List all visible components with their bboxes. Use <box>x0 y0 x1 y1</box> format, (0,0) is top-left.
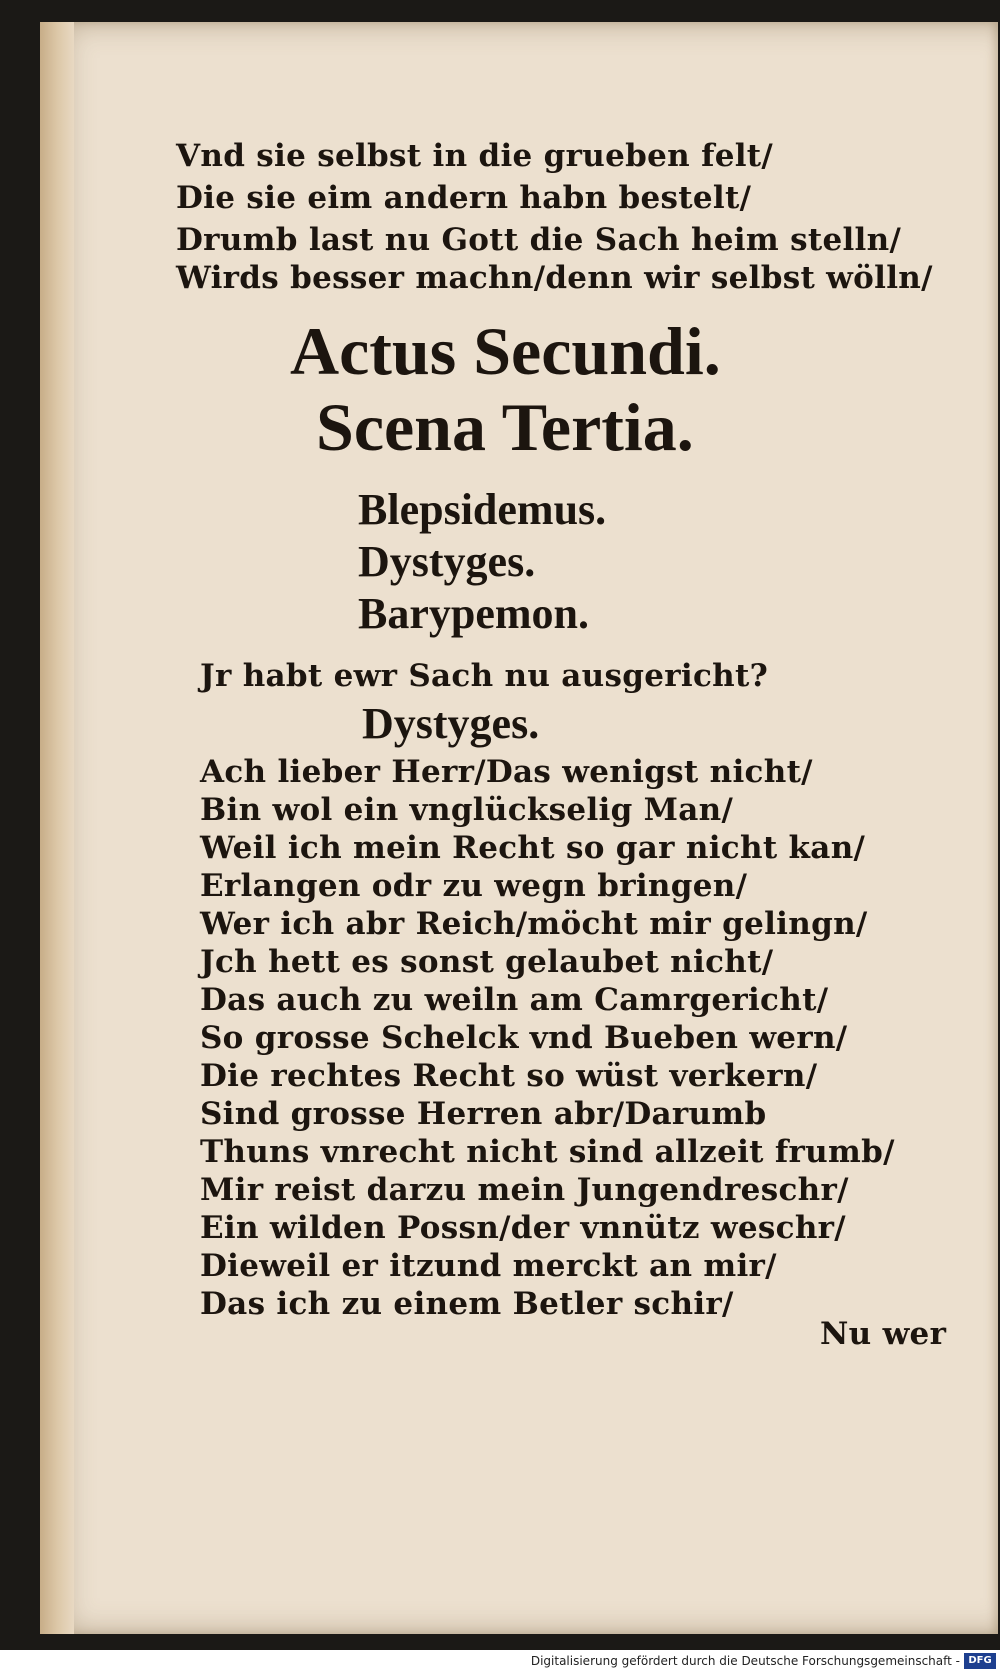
speech-line: Das ich zu einem Betler schir/ <box>200 1286 734 1322</box>
opening-line: Jr habt ewr Sach nu ausgericht? <box>200 658 769 694</box>
speech-line: Ach lieber Herr/Das wenigst nicht/ <box>200 754 813 790</box>
speech-line: Ein wilden Possn/der vnnütz weschr/ <box>200 1210 846 1246</box>
funding-credit: Digitalisierung gefördert durch die Deutsche Forschungsgemeinschaft - <box>530 1654 960 1668</box>
speech-line: Wer ich abr Reich/möcht mir gelingn/ <box>200 906 868 942</box>
speech-line: Erlangen odr zu wegn bringen/ <box>200 868 748 904</box>
verse-line: Wirds besser machn/denn wir selbst wölln/ <box>176 260 933 296</box>
speech-line: Bin wol ein vnglückselig Man/ <box>200 792 734 828</box>
footer-bar <box>0 1650 1000 1676</box>
verse-line: Drumb last nu Gott die Sach heim stelln/ <box>176 222 902 258</box>
speech-line: Jch hett es sonst gelaubet nicht/ <box>200 944 774 980</box>
page-gutter <box>40 22 74 1634</box>
speaker-name: Dystyges. <box>362 699 540 748</box>
speech-line: Thuns vnrecht nicht sind allzeit frumb/ <box>200 1134 895 1170</box>
character-name: Blepsidemus. <box>358 485 607 534</box>
speech-line: Die rechtes Recht so wüst verkern/ <box>200 1058 818 1094</box>
speech-line: Dieweil er itzund merckt an mir/ <box>200 1248 777 1284</box>
act-heading: Actus Secundi. <box>290 313 721 389</box>
verse-line: Die sie eim andern habn bestelt/ <box>176 180 752 216</box>
speech-line: Mir reist darzu mein Jungendreschr/ <box>200 1172 849 1208</box>
dfg-logo-icon: DFG <box>964 1653 996 1669</box>
speech-line: Weil ich mein Recht so gar nicht kan/ <box>200 830 866 866</box>
character-name: Barypemon. <box>358 589 589 638</box>
speech-line: Sind grosse Herren abr/Darumb <box>200 1096 767 1132</box>
speech-line: Das auch zu weiln am Camrgericht/ <box>200 982 829 1018</box>
catchword: Nu wer <box>820 1316 947 1352</box>
verse-line: Vnd sie selbst in die grueben felt/ <box>176 138 774 174</box>
character-name: Dystyges. <box>358 537 536 586</box>
scene-heading: Scena Tertia. <box>316 389 694 465</box>
speech-line: So grosse Schelck vnd Bueben wern/ <box>200 1020 848 1056</box>
